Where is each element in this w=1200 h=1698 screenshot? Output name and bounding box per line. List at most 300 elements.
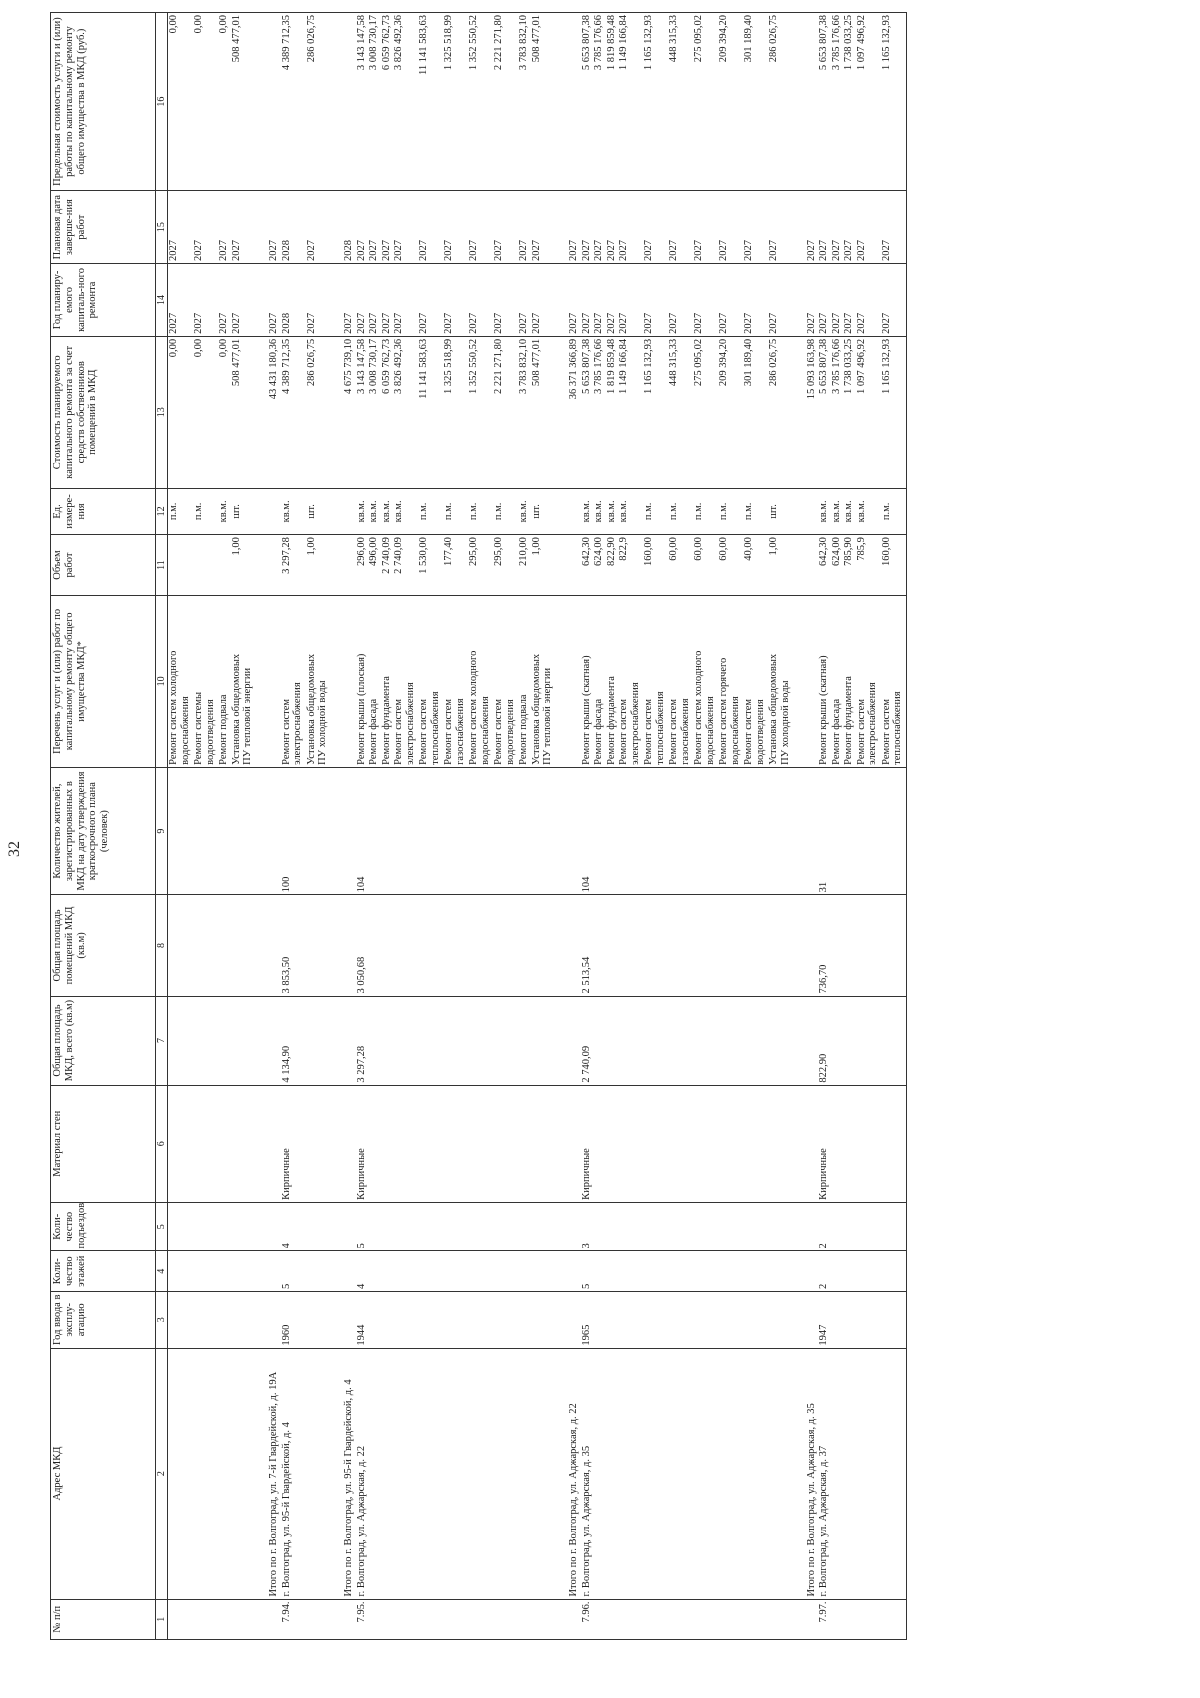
address-cell <box>168 1348 194 1599</box>
year-built-cell <box>643 1291 668 1348</box>
repair-year: 2027 <box>230 312 242 334</box>
work-volume: 60,00 <box>693 537 705 561</box>
table-row <box>343 13 356 1640</box>
unit-cell <box>381 488 394 535</box>
wall-material-cell <box>418 1085 443 1202</box>
address-cell <box>331 1348 344 1599</box>
floors <box>556 1253 569 1288</box>
year-built-cell <box>368 1291 381 1348</box>
year-built-cell <box>418 1291 443 1348</box>
work-type: Установка общедомовых ПУ холодной воды <box>305 653 329 765</box>
year-built <box>793 1294 806 1346</box>
repair-year: 2027 <box>418 312 430 334</box>
work-volume-cell <box>593 535 606 596</box>
max-cost-cell <box>831 13 844 191</box>
entrances <box>643 1205 656 1249</box>
table-row <box>231 13 256 1640</box>
unit: кв.м. <box>380 500 392 523</box>
premises-area <box>231 897 244 993</box>
repair-year-cell <box>881 264 907 337</box>
planned-cost: 0,00 <box>218 338 230 358</box>
floors <box>743 1253 756 1288</box>
work-volume-cell <box>493 535 518 596</box>
wall-material-cell <box>268 1085 281 1202</box>
column-number-row <box>156 13 168 1640</box>
wall-material <box>618 1088 631 1200</box>
completion-date: 2027 <box>818 240 830 262</box>
table-row <box>493 13 518 1640</box>
entrances-cell <box>443 1202 468 1251</box>
premises-area <box>343 897 356 993</box>
address-cell <box>818 1348 831 1599</box>
residents <box>231 770 244 892</box>
premises-area <box>793 897 806 993</box>
work-type-cell <box>593 595 606 767</box>
column-number: 8 <box>156 895 168 996</box>
planned-cost-cell <box>331 336 344 488</box>
planned-cost <box>256 339 269 486</box>
year-built-cell <box>618 1291 643 1348</box>
planned-cost: 1 149 166,84 <box>618 338 630 394</box>
unit: п.м. <box>193 502 205 521</box>
address <box>793 1351 806 1597</box>
work-volume: 210,00 <box>518 537 530 567</box>
entrances <box>418 1205 431 1249</box>
capital-repair-table <box>50 12 907 1640</box>
entrances <box>368 1205 381 1249</box>
work-type-cell <box>831 595 844 767</box>
completion-date: 2027 <box>493 240 505 262</box>
floors-cell <box>518 1251 531 1291</box>
premises-area <box>768 897 781 993</box>
year-built: 1960 <box>280 1324 292 1346</box>
entrances-cell <box>881 1202 907 1251</box>
year-built <box>718 1294 731 1346</box>
total-area-cell <box>618 996 643 1085</box>
row-number <box>568 1602 581 1637</box>
wall-material <box>831 1088 844 1200</box>
row-number-cell <box>306 1599 331 1639</box>
row-number <box>643 1602 656 1637</box>
entrances <box>256 1205 269 1249</box>
max-cost-cell <box>643 13 668 191</box>
address <box>193 1351 206 1597</box>
max-cost-cell <box>331 13 344 191</box>
year-built-cell <box>443 1291 468 1348</box>
work-type-cell <box>418 595 443 767</box>
total-area-cell <box>643 996 668 1085</box>
unit-cell <box>606 488 619 535</box>
residents-cell <box>518 767 531 894</box>
work-type: Ремонт систем теплоснабжения <box>880 691 904 765</box>
repair-year-cell <box>581 264 594 337</box>
max-cost: 1 149 166,84 <box>618 15 630 71</box>
planned-cost-cell <box>568 336 581 488</box>
address-cell <box>643 1348 668 1599</box>
floors-cell <box>356 1251 369 1291</box>
total-area-cell <box>593 996 606 1085</box>
completion-date-cell <box>593 191 606 264</box>
max-cost-cell <box>218 13 231 191</box>
planned-cost: 301 189,40 <box>743 338 755 387</box>
address <box>843 1351 856 1597</box>
year-built-cell <box>831 1291 844 1348</box>
planned-cost-cell <box>618 336 643 488</box>
planned-cost-cell <box>693 336 718 488</box>
work-volume <box>556 537 569 593</box>
completion-date: 2027 <box>518 240 530 262</box>
unit: п.м. <box>743 502 755 521</box>
wall-material-cell <box>443 1085 468 1202</box>
repair-year: 2027 <box>343 312 355 334</box>
completion-date: 2027 <box>443 240 455 262</box>
total-area-cell <box>393 996 418 1085</box>
completion-date: 2027 <box>880 240 892 262</box>
header-cell: Перечень услуг и (или) работ по капитальному ремонту общего имущества МКД* <box>51 595 156 767</box>
work-volume <box>193 537 206 593</box>
work-volume-cell <box>793 535 806 596</box>
repair-year-cell <box>618 264 643 337</box>
floors <box>718 1253 731 1288</box>
total-area <box>843 999 856 1083</box>
completion-date: 2027 <box>268 240 280 262</box>
max-cost <box>256 15 269 188</box>
completion-date-cell <box>581 191 594 264</box>
column-number: 1 <box>156 1599 168 1639</box>
work-volume: 624,00 <box>593 537 605 567</box>
repair-year: 2027 <box>618 312 630 334</box>
wall-material-cell <box>693 1085 718 1202</box>
repair-year-cell <box>356 264 369 337</box>
max-cost-cell <box>343 13 356 191</box>
work-type-cell <box>306 595 331 767</box>
year-built-cell <box>881 1291 907 1348</box>
total-area <box>568 999 581 1083</box>
planned-cost-cell <box>593 336 606 488</box>
work-type: Ремонт фасада <box>368 698 380 765</box>
max-cost: 6 059 762,73 <box>380 15 392 71</box>
total-area-cell <box>768 996 793 1085</box>
repair-year-cell <box>806 264 819 337</box>
total-area <box>618 999 631 1083</box>
premises-area <box>593 897 606 993</box>
floors <box>593 1253 606 1288</box>
completion-date <box>793 193 806 261</box>
residents-cell <box>718 767 743 894</box>
column-number: 10 <box>156 595 168 767</box>
residents-cell <box>231 767 256 894</box>
max-cost-cell <box>793 13 806 191</box>
work-type: Установка общедомовых ПУ тепловой энергии <box>530 653 554 765</box>
row-number <box>468 1602 481 1637</box>
row-number-cell <box>168 1599 194 1639</box>
header-cell: Плановая дата заверше-ния работ <box>51 191 156 264</box>
premises-area: 3 050,68 <box>355 956 367 994</box>
address-cell <box>356 1348 369 1599</box>
entrances-cell <box>618 1202 643 1251</box>
planned-cost: 5 653 807,38 <box>818 338 830 394</box>
header-cell: № п/п <box>51 1599 156 1639</box>
floors <box>168 1253 181 1288</box>
unit-cell <box>268 488 281 535</box>
wall-material <box>668 1088 681 1200</box>
work-type-cell <box>606 595 619 767</box>
total-area-cell <box>193 996 218 1085</box>
row-number <box>343 1602 356 1637</box>
max-cost-cell <box>393 13 418 191</box>
work-type: Ремонт подвала <box>518 694 530 765</box>
planned-cost-cell <box>368 336 381 488</box>
address-cell <box>493 1348 518 1599</box>
completion-date: 2027 <box>168 240 180 262</box>
work-volume: 295,00 <box>493 537 505 567</box>
unit-cell <box>581 488 594 535</box>
planned-cost: 3 826 492,36 <box>393 338 405 394</box>
completion-date: 2027 <box>768 240 780 262</box>
floors-cell <box>231 1251 256 1291</box>
wall-material-cell <box>556 1085 569 1202</box>
work-volume <box>793 537 806 593</box>
table-row <box>793 13 806 1640</box>
year-built: 1947 <box>818 1324 830 1346</box>
year-built <box>306 1294 319 1346</box>
floors <box>843 1253 856 1288</box>
planned-cost-cell <box>843 336 856 488</box>
row-number-cell <box>881 1599 907 1639</box>
planned-cost-cell <box>743 336 768 488</box>
premises-area <box>856 897 869 993</box>
address-cell <box>393 1348 418 1599</box>
residents <box>593 770 606 892</box>
max-cost: 3 143 147,58 <box>355 15 367 71</box>
floors-cell <box>693 1251 718 1291</box>
row-number <box>743 1602 756 1637</box>
unit-cell <box>281 488 306 535</box>
row-number-cell <box>831 1599 844 1639</box>
unit-cell <box>718 488 743 535</box>
work-type-cell <box>381 595 394 767</box>
total-area-cell <box>268 996 281 1085</box>
year-built <box>418 1294 431 1346</box>
planned-cost-cell <box>268 336 281 488</box>
max-cost <box>268 15 281 188</box>
row-number-cell <box>818 1599 831 1639</box>
column-number: 7 <box>156 996 168 1085</box>
address: г. Волгоград, ул. Аджарская, д. 37 <box>818 1445 830 1597</box>
wall-material-cell <box>531 1085 556 1202</box>
total-area <box>256 999 269 1083</box>
planned-cost: 0,00 <box>168 338 180 358</box>
max-cost: 1 097 496,92 <box>855 15 867 71</box>
wall-material <box>568 1088 581 1200</box>
entrances-cell <box>393 1202 418 1251</box>
floors-cell <box>268 1251 281 1291</box>
repair-year <box>793 266 806 334</box>
entrances-cell <box>556 1202 569 1251</box>
max-cost: 508 477,01 <box>230 15 242 63</box>
wall-material <box>518 1088 531 1200</box>
floors-cell <box>843 1251 856 1291</box>
address-cell <box>743 1348 768 1599</box>
floors-cell <box>256 1251 269 1291</box>
work-type: Ремонт систем водоотведения <box>493 698 516 765</box>
year-built <box>443 1294 456 1346</box>
residents <box>381 770 394 892</box>
unit: шт. <box>305 504 317 519</box>
work-type: Ремонт систем холодного водоснабжения <box>468 650 491 765</box>
repair-year-cell <box>531 264 556 337</box>
max-cost: 448 315,33 <box>668 15 680 63</box>
premises-area-cell <box>231 895 256 996</box>
work-volume-cell <box>331 535 344 596</box>
floors-cell <box>606 1251 619 1291</box>
row-number <box>231 1602 244 1637</box>
repair-year-cell <box>368 264 381 337</box>
address <box>218 1351 231 1597</box>
table-row <box>256 13 269 1640</box>
repair-year: 2027 <box>443 312 455 334</box>
table-row <box>818 13 831 1640</box>
max-cost-cell <box>493 13 518 191</box>
premises-area-cell <box>218 895 231 996</box>
entrances-cell <box>643 1202 668 1251</box>
residents-cell <box>831 767 844 894</box>
year-built <box>468 1294 481 1346</box>
work-type-cell <box>618 595 643 767</box>
work-volume-cell <box>881 535 907 596</box>
planned-cost: 1 325 518,99 <box>443 338 455 394</box>
entrances-cell <box>768 1202 793 1251</box>
work-type-cell <box>531 595 556 767</box>
row-number-cell <box>331 1599 344 1639</box>
table-row <box>518 13 531 1640</box>
work-volume-cell <box>468 535 493 596</box>
max-cost: 2 221 271,80 <box>493 15 505 71</box>
row-number-cell <box>281 1599 306 1639</box>
work-type: Ремонт систем электроснабжения <box>393 682 416 765</box>
unit: кв.м. <box>830 500 842 523</box>
table-row <box>368 13 381 1640</box>
completion-date-cell <box>531 191 556 264</box>
work-volume: 1,00 <box>768 537 780 556</box>
planned-cost: 286 026,75 <box>768 338 780 387</box>
repair-year-cell <box>393 264 418 337</box>
unit: п.м. <box>493 502 505 521</box>
year-built-cell <box>168 1291 194 1348</box>
row-number-cell <box>743 1599 768 1639</box>
floors <box>343 1253 356 1288</box>
wall-material-cell <box>331 1085 344 1202</box>
max-cost <box>331 15 344 188</box>
residents-cell <box>443 767 468 894</box>
entrances <box>768 1205 781 1249</box>
completion-date-cell <box>518 191 531 264</box>
address <box>531 1351 544 1597</box>
residents-cell <box>556 767 569 894</box>
residents-cell <box>606 767 619 894</box>
work-type-cell <box>281 595 306 767</box>
planned-cost-cell <box>518 336 531 488</box>
wall-material <box>693 1088 706 1200</box>
wall-material-cell <box>606 1085 619 1202</box>
planned-cost-cell <box>381 336 394 488</box>
work-type-cell <box>843 595 856 767</box>
max-cost: 1 819 859,48 <box>605 15 617 71</box>
unit-cell <box>168 488 194 535</box>
year-built <box>606 1294 619 1346</box>
unit: кв.м. <box>368 500 380 523</box>
premises-area <box>531 897 544 993</box>
entrances: 3 <box>580 1243 592 1249</box>
repair-year-cell <box>218 264 231 337</box>
repair-year-cell <box>281 264 306 337</box>
max-cost-cell <box>556 13 569 191</box>
work-volume-cell <box>768 535 793 596</box>
floors-cell <box>718 1251 743 1291</box>
residents <box>218 770 231 892</box>
floors <box>468 1253 481 1288</box>
premises-area-cell <box>643 895 668 996</box>
address-cell <box>581 1348 594 1599</box>
table-row <box>618 13 643 1640</box>
row-number <box>606 1602 619 1637</box>
row-number-cell <box>468 1599 493 1639</box>
header-cell: Год планиру-емого капиталь-ного ремонта <box>51 264 156 337</box>
wall-material-cell <box>881 1085 907 1202</box>
completion-date: 2027 <box>530 240 542 262</box>
planned-cost-cell <box>531 336 556 488</box>
year-built-cell <box>281 1291 306 1348</box>
unit-cell <box>343 488 356 535</box>
completion-date-cell <box>606 191 619 264</box>
address-cell <box>793 1348 806 1599</box>
entrances <box>531 1205 544 1249</box>
repair-year <box>256 266 269 334</box>
work-type: Ремонт систем газоснабжения <box>443 698 466 765</box>
work-type-cell <box>443 595 468 767</box>
floors <box>256 1253 269 1288</box>
residents <box>668 770 681 892</box>
floors <box>368 1253 381 1288</box>
max-cost-cell <box>468 13 493 191</box>
max-cost-cell <box>306 13 331 191</box>
planned-cost-cell <box>193 336 218 488</box>
premises-area-cell <box>343 895 356 996</box>
total-area: 822,90 <box>818 1053 830 1083</box>
entrances-cell <box>268 1202 281 1251</box>
wall-material-cell <box>618 1085 643 1202</box>
residents <box>256 770 269 892</box>
row-number: 7.97. <box>818 1601 830 1623</box>
total-area <box>793 999 806 1083</box>
residents <box>418 770 431 892</box>
unit-cell <box>668 488 693 535</box>
address-cell <box>556 1348 569 1599</box>
wall-material <box>856 1088 869 1200</box>
unit-cell <box>331 488 344 535</box>
entrances-cell <box>593 1202 606 1251</box>
row-number <box>306 1602 319 1637</box>
repair-year: 2027 <box>568 312 580 334</box>
year-built-cell <box>531 1291 556 1348</box>
entrances <box>168 1205 181 1249</box>
address-cell <box>856 1348 881 1599</box>
planned-cost: 1 819 859,48 <box>605 338 617 394</box>
planned-cost-cell <box>343 336 356 488</box>
unit: п.м. <box>643 502 655 521</box>
column-number: 13 <box>156 336 168 488</box>
unit: шт. <box>768 504 780 519</box>
